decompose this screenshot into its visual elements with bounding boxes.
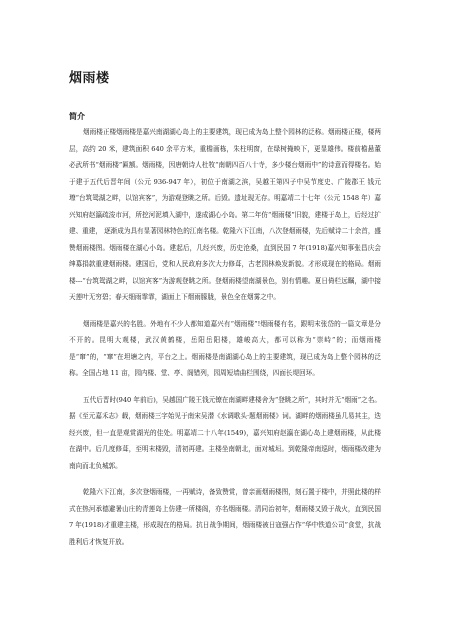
paragraph: 乾隆六下江南，多次登烟雨楼，一再赋诗，备致赞赏，曾亲画烟雨楼图，刻石置于楼中，并照此楼的样式在热河承德避暑山庄的青莲岛上仿建一所楼阁，亦名烟雨楼。清同治初年，烟雨楼又毁于战火，直到民国 7 年(1918)才重建主楼，形成现在的格局。抗日战争期间，烟雨楼被日寇强占作“华中铁道公司”食堂，抗战胜利后才恢复开放。 <box>69 488 381 546</box>
section-heading: 简介 <box>69 112 85 121</box>
document-body <box>69 124 381 560</box>
paragraph: 烟雨楼是嘉兴的名胜。外地有不少人都知道嘉兴有“烟雨楼”!烟雨楼有名，跟明末张岱的一篇文章是分不开的。昆明大观楼，武汉黄鹤楼，岳阳岳阳楼，雄峻高大，都可以称为“崇峙”的；而烟雨楼是“窜”的，“窜”在坦塘之内，平台之上。烟雨楼是南湖湖心岛上的主要建筑，现已成为岛上整个园林的泛称。全国占地 11 亩，园内楼、堂、亭、阁错列，园周短墙曲栏围绕，四面长堤回环。 <box>69 319 381 377</box>
paragraph: 五代后晋时(940 年前后)，吴越国广陵王钱元镣在南湖畔建楼舍为“登眺之所”，其时并无“烟雨”之名。据《至元嘉禾志》载，烟雨楼三字始见于南宋吴潜《水调歌头·题烟雨楼》词。湖畔的烟雨楼虽几易其主，迭经兴废，但一直是观赏湖光的佳处。明嘉靖二十八年(1549)，嘉兴知府赵瀛在湖心岛上建烟雨楼，从此楼在湖中。后几度修葺，至明末楼毁，清初再建。主楼坐南朝北，面对城垣。到乾隆帝南巡时，烟雨楼改建为南向而北负城郭。 <box>69 395 382 470</box>
page-title: 烟雨楼 <box>69 71 110 86</box>
paragraph: 烟雨楼正楼烟雨楼是嘉兴南湖湖心岛上的主要建筑，现已成为岛上整个园林的泛称。烟雨楼正楼，楼两层，高约 20 米，建筑面积 640 余平方米，重檐画栋，朱柱明窗，在绿树掩映下，更显雄伟。楼前檐悬董必武所书“烟雨楼”匾额。烟雨楼，因唐朝诗人杜牧“南朝四百八十寺，多少楼台烟雨中”的诗意而得楼名。始于建于五代后晋年间（公元 936-947 年），初位于南湖之滨，吴越王第四子中吴节度史、广陵郡王 钱元璙“台筑鸳湖之畔，以馆宾客”，为游观登眺之所。后毁。遗址现无存。明嘉靖二十七年（公元 1548 年）嘉兴知府赵瀛疏浚市河，所挖河泥填入湖中，遂成湖心小岛。第二年仿“烟雨楼”旧貌，建楼于岛上，后经过扩建、重建， 逐渐成为具有显著园林特色的江南名楼。乾隆六下江南，八次登烟雨楼，先后赋诗二十余首，盛赞烟雨楼图。烟雨楼在湖心小岛。建起后，几经兴废，历史沧桑，直到民国 7 年(1918)嘉兴知事张昌庆会绅募捐款重建烟雨楼。建国后，党和人民政府多次大力修葺，古老园林焕发新貌。才形成现在的格局。烟雨楼---“台筑鸳湖之畔，以馆宾客”为游观登眺之所。登烟雨楼望南湖景色，别有情趣。夏日倚栏远瞩，湖中接天莲叶无穷碧；春天细雨霏霏，湖面上下烟雨朦胧，景色全在烟雾之中。 <box>69 128 382 301</box>
